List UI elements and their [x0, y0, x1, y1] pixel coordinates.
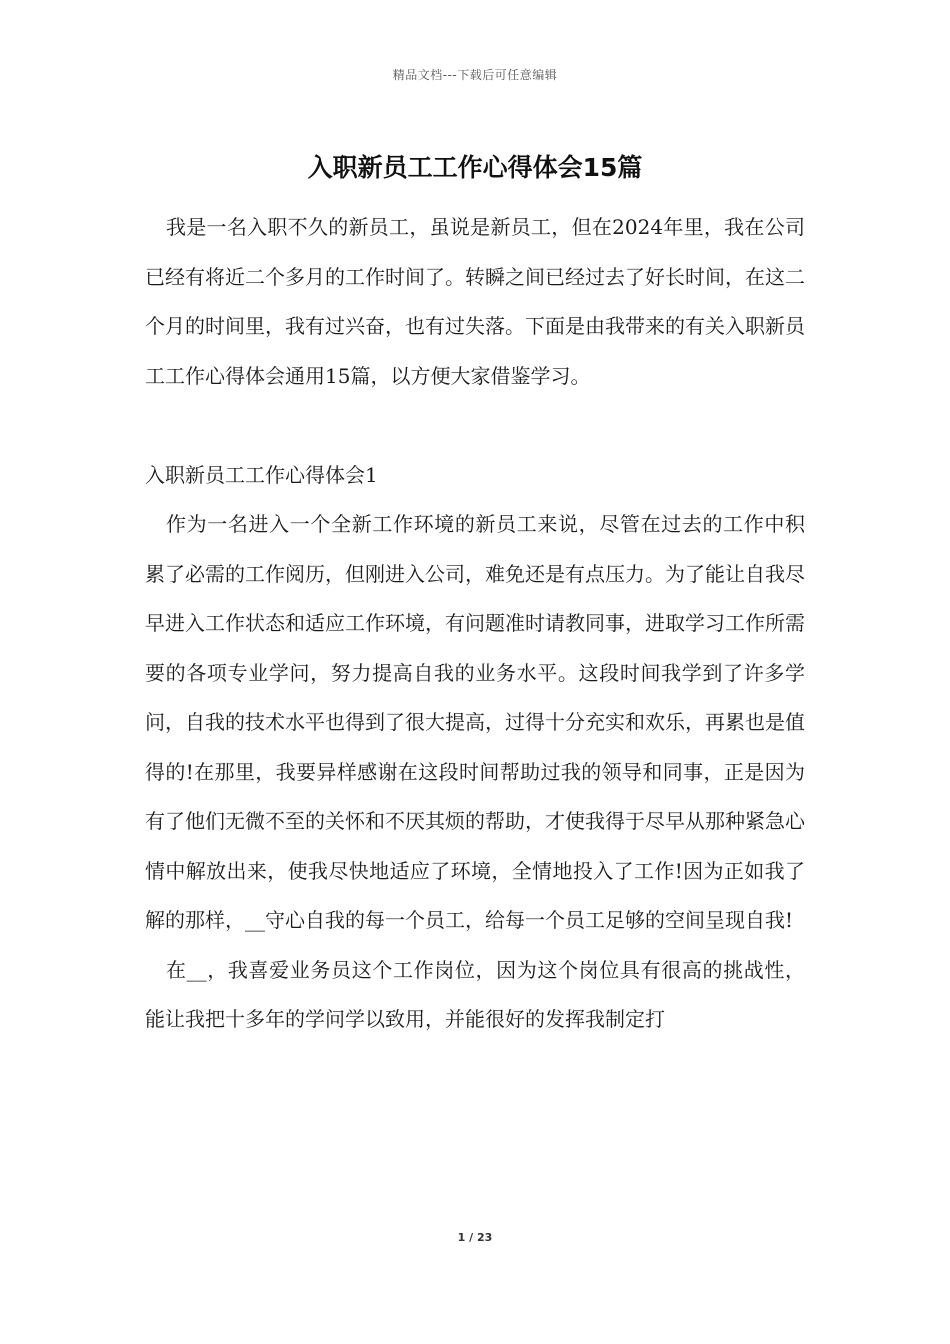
section-heading: 入职新员工工作心得体会1	[145, 462, 378, 487]
document-title: 入职新员工工作心得体会15篇	[307, 153, 643, 182]
header-note: 精品文档---下载后可任意编辑	[392, 68, 558, 82]
paragraph-spacer	[145, 401, 805, 451]
document-body	[145, 203, 805, 1045]
page-number: 1 / 23	[457, 1231, 493, 1244]
body-paragraph: 作为一名进入一个全新工作环境的新员工来说，尽管在过去的工作中积累了必需的工作阅历，但刚进入公司，难免还是有点压力。为了能让自我尽早进入工作状态和适应工作环境，有问题准时请教同事，进取学习工作所需要的各项专业学问，努力提高自我的业务水平。这段时间我学到了许多学问，自我的技术水平也得到了很大提高，过得十分充实和欢乐，再累也是值得的!在那里，我要异样感谢在这段时间帮助过我的领导和同事，正是因为有了他们无微不至的关怀和不厌其烦的帮助，才使我得于尽早从那种紧急心情中解放出来，使我尽快地适应了环境，全情地投入了工作!因为正如我了解的那样，__守心自我的每一个员工，给每一个员工足够的空间呈现自我!	[145, 512, 805, 932]
body-paragraph: 在__，我喜爱业务员这个工作岗位，因为这个岗位具有很高的挑战性，能让我把十多年的学问学以致用，并能很好的发挥我制定打	[145, 957, 805, 1031]
intro-paragraph: 我是一名入职不久的新员工，虽说是新员工，但在2024年里，我在公司已经有将近二个多月的工作时间了。转瞬之间已经过去了好长时间，在这二个月的时间里，我有过兴奋，也有过失落。下面是由我带来的有关入职新员工工作心得体会通用15篇，以方便大家借鉴学习。	[145, 215, 805, 388]
